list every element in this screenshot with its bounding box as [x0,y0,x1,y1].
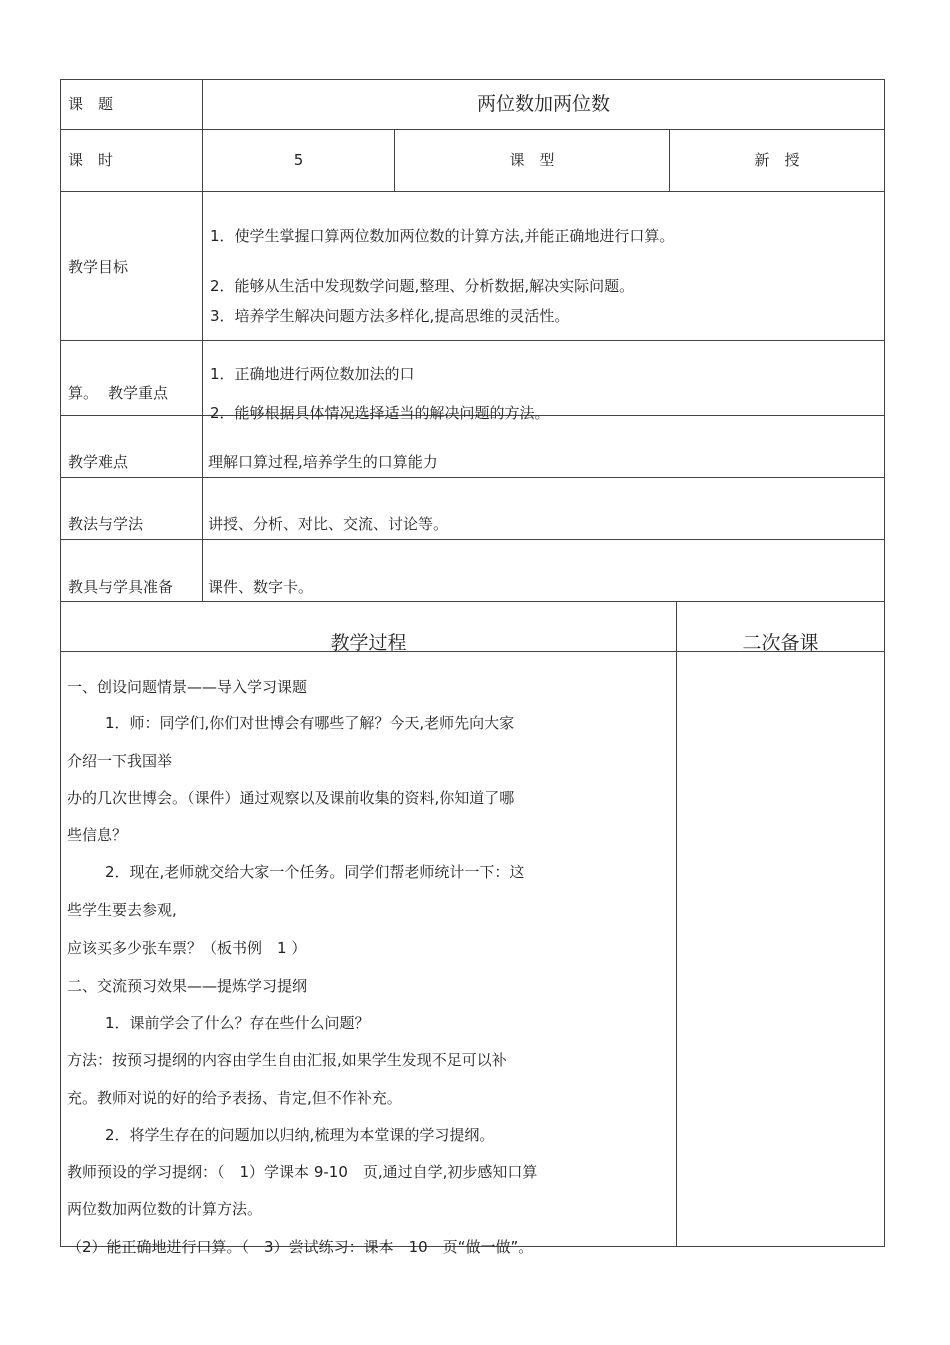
objective-item: 1．使学生掌握口算两位数加两位数的计算方法,并能正确地进行口算。 [210,227,675,245]
row-divider [60,191,885,192]
methods-label: 教法与学法 [68,515,144,533]
key-points-label: 教学重点 [108,384,169,402]
tools-label: 教具与学具准备 [68,578,174,596]
difficulties-label: 教学难点 [68,453,129,471]
row-divider [60,129,885,130]
methods-value: 讲授、分析、对比、交流、讨论等。 [208,515,449,533]
period-value: 5 [293,151,304,169]
objective-item: 3．培养学生解决问题方法多样化,提高思维的灵活性。 [210,307,570,325]
objectives-label: 教学目标 [68,258,129,276]
process-line: 介绍一下我国举 [67,752,173,770]
process-line: 办的几次世博会。（课件）通过观察以及课前收集的资料,你知道了哪 [67,789,515,807]
type-value: 新 授 [754,151,800,169]
process-line: 两位数加两位数的计算方法。 [67,1200,263,1218]
table-border-right [884,79,885,1247]
process-line: （2）能正确地进行口算。（ 3）尝试练习：课本 10 页“做一做”。 [67,1238,534,1256]
row-divider [60,601,885,602]
process-line: 一、创设问题情景——导入学习课题 [67,678,308,696]
process-line: 教师预设的学习提纲：（ 1）学课本 9-10 页,通过自学,初步感知口算 [67,1163,538,1181]
process-line: 方法：按预习提纲的内容由学生自由汇报,如果学生发现不足可以补 [67,1051,507,1069]
table-border-left [60,79,61,1247]
process-line: 充。教师对说的好的给予表扬、肯定,但不作补充。 [67,1089,402,1107]
second-prep-heading: 二次备课 [742,632,819,654]
objective-item: 2．能够从生活中发现数学问题,整理、分析数据,解决实际问题。 [210,277,635,295]
process-line: 二、交流预习效果——提炼学习提纲 [67,977,308,995]
process-line: 1．师：同学们,你们对世博会有哪些了解？今天,老师先向大家 [105,714,515,732]
process-line: 2．将学生存在的问题加以归纳,梳理为本堂课的学习提纲。 [105,1126,495,1144]
topic-value: 两位数加两位数 [476,93,610,115]
key-point-item: 1．正确地进行两位数加法的口 [210,365,415,383]
process-heading: 教学过程 [330,632,407,654]
key-point-item: 2．能够根据具体情况选择适当的解决问题的方法。 [210,404,550,422]
process-line: 2．现在,老师就交给大家一个任务。同学们帮老师统计一下：这 [105,863,525,881]
key-points-label-prefix: 算。 [68,384,99,402]
row-divider [60,539,885,540]
topic-label: 课 题 [68,95,114,113]
process-line: 些学生要去参观, [67,901,177,919]
period-label: 课 时 [68,151,114,169]
tools-value: 课件、数字卡。 [208,578,314,596]
process-line: 应该买多少张车票？（板书例 1 ） [67,939,307,957]
table-border-top [60,79,885,80]
process-side-divider [676,601,677,1247]
row-divider [60,340,885,341]
row-divider [60,477,885,478]
type-label: 课 型 [509,151,555,169]
process-line: 些信息？ [67,826,128,844]
process-line: 1．课前学会了什么？存在些什么问题？ [105,1014,370,1032]
difficulties-value: 理解口算过程,培养学生的口算能力 [208,453,438,471]
